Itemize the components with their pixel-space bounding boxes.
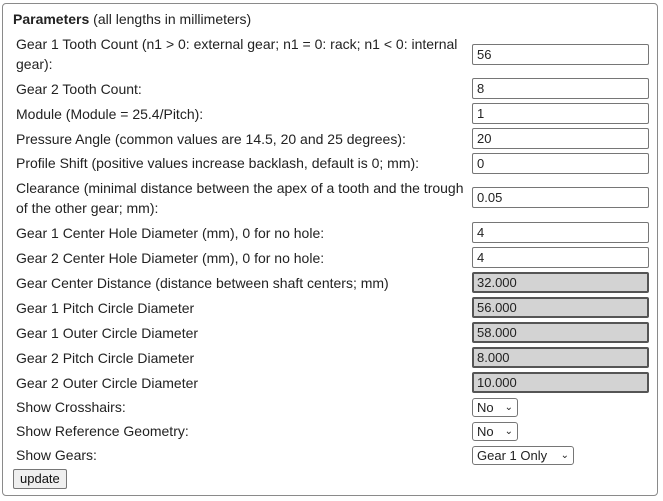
- show-crosshairs-label: Show Crosshairs:: [16, 399, 126, 415]
- clearance-input[interactable]: [472, 187, 649, 208]
- show-reference-value: No: [477, 424, 494, 439]
- gear2-hole-label: Gear 2 Center Hole Diameter (mm), 0 for no hole:: [16, 250, 325, 266]
- center-distance-output: [472, 272, 649, 293]
- chevron-down-icon: ⌄: [560, 450, 569, 461]
- gear1-tooth-count-input[interactable]: [472, 44, 649, 65]
- module-label: Module (Module = 25.4/Pitch):: [16, 106, 204, 122]
- pressure-angle-label: Pressure Angle (common values are 14.5, 20 and 25 degrees):: [16, 131, 406, 147]
- show-gears-label: Show Gears:: [16, 447, 97, 463]
- show-gears-value: Gear 1 Only: [477, 448, 548, 463]
- gear2-pitch-label: Gear 2 Pitch Circle Diameter: [16, 350, 195, 366]
- parameters-header: [13, 11, 251, 27]
- gear1-pitch-label: Gear 1 Pitch Circle Diameter: [16, 300, 195, 316]
- gear2-outer-output: [472, 372, 649, 393]
- gear2-hole-input[interactable]: [472, 247, 649, 268]
- clearance-label: Clearance (minimal distance between the apex of a tooth and the trough of the other gear; mm):: [16, 180, 464, 216]
- chevron-down-icon: ⌄: [504, 426, 513, 437]
- show-gears-select[interactable]: [472, 446, 574, 465]
- gear1-hole-input[interactable]: [472, 222, 649, 243]
- module-input[interactable]: [472, 103, 649, 124]
- gear1-hole-label: Gear 1 Center Hole Diameter (mm), 0 for no hole:: [16, 225, 325, 241]
- gear2-outer-label: Gear 2 Outer Circle Diameter: [16, 375, 199, 391]
- gear2-tooth-count-input[interactable]: [472, 78, 649, 99]
- update-button[interactable]: update: [13, 469, 67, 489]
- show-crosshairs-value: No: [477, 400, 494, 415]
- parameters-title: Parameters: [13, 11, 90, 27]
- show-reference-label: Show Reference Geometry:: [16, 423, 189, 439]
- gear1-tooth-count-label: Gear 1 Tooth Count (n1 > 0: external gear; n1 = 0: rack; n1 < 0: internal gear):: [16, 36, 458, 72]
- gear1-outer-label: Gear 1 Outer Circle Diameter: [16, 325, 199, 341]
- gear2-tooth-count-label: Gear 2 Tooth Count:: [16, 81, 142, 97]
- show-crosshairs-select[interactable]: [472, 398, 518, 417]
- profile-shift-label: Profile Shift (positive values increase backlash, default is 0; mm):: [16, 155, 420, 171]
- center-distance-label: Gear Center Distance (distance between shaft centers; mm): [16, 275, 389, 291]
- gear1-outer-output: [472, 322, 649, 343]
- gear1-pitch-output: [472, 297, 649, 318]
- parameters-note: (all lengths in millimeters): [89, 11, 252, 27]
- profile-shift-input[interactable]: [472, 153, 649, 174]
- show-reference-select[interactable]: [472, 422, 518, 441]
- chevron-down-icon: ⌄: [504, 402, 513, 413]
- gear2-pitch-output: [472, 347, 649, 368]
- pressure-angle-input[interactable]: [472, 128, 649, 149]
